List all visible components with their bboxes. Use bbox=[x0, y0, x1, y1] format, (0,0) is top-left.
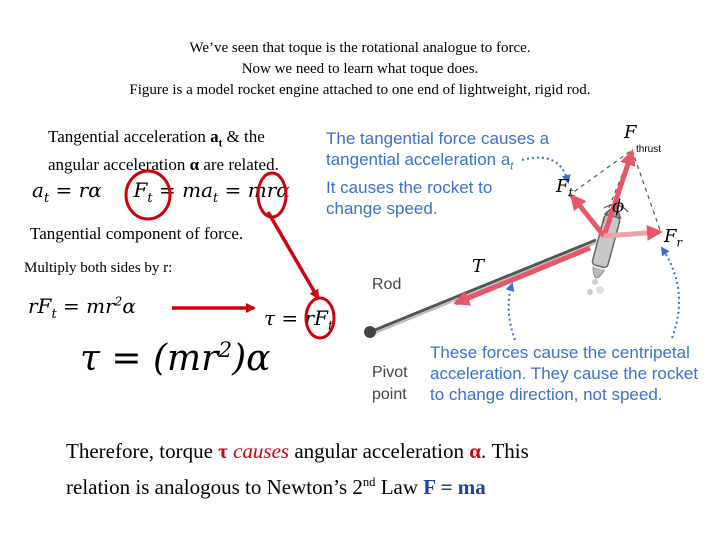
equation-rft: $rF_t = mr^2\alpha$ bbox=[28, 294, 136, 322]
alpha-symbol: α bbox=[189, 155, 200, 175]
equation-at-r-alpha: $a_t = r\alpha$ $F_t = ma_t = mr\alpha$ bbox=[32, 178, 290, 206]
figure-note-centripetal: These forces cause the centripetal acceleration. They cause the rocket to change direction, not speed. bbox=[430, 343, 699, 404]
equation-tau-mr2-alpha: $\tau = (mr^2)\alpha$ bbox=[80, 338, 271, 379]
intro-line-3: Figure is a model rocket engine attached to one end of lightweight, rigid rod. bbox=[129, 82, 591, 98]
fr-label: $F_r$ bbox=[664, 226, 683, 250]
conclusion-text: Therefore, torque τ causes angular acceleration α. This relation is analogous to Newton’s 2nd Law F = ma bbox=[66, 439, 529, 499]
pivot-label: Pivot point bbox=[372, 364, 408, 403]
intro-line-2: Now we need to learn what toque does. bbox=[241, 61, 479, 77]
ft-tau-highlight-circle bbox=[306, 298, 334, 338]
callout-centripetal-2 bbox=[662, 248, 679, 338]
tangential-component-label: Tangential component of force. bbox=[30, 224, 244, 243]
ft-highlight-circle bbox=[126, 171, 170, 219]
tension-label: T bbox=[472, 256, 485, 277]
phi-label: ϕ bbox=[612, 196, 625, 217]
pivot-point bbox=[364, 326, 376, 338]
causes-word: causes bbox=[227, 439, 290, 463]
tau-symbol: τ bbox=[218, 439, 228, 463]
tangential-line2-prefix: angular acceleration bbox=[48, 155, 190, 175]
newton-law: F = ma bbox=[423, 475, 486, 499]
equation-tau-rft: $\tau = rF_t$ bbox=[264, 306, 334, 334]
tangential-force-arrow bbox=[572, 196, 604, 236]
figure-note-tangential: The tangential force causes a tangential acceleration $a_t$ It causes the rocket to change speed. bbox=[326, 129, 550, 219]
ft-label: $F_t$ bbox=[556, 176, 574, 200]
tangential-prefix: Tangential acceleration bbox=[48, 127, 211, 146]
multiply-note: Multiply both sides by r: bbox=[24, 260, 173, 276]
rod-line bbox=[370, 240, 596, 332]
rod-label: Rod bbox=[372, 276, 402, 293]
thrust-force-label: F bbox=[624, 122, 637, 143]
r-highlight-circle bbox=[258, 173, 286, 217]
tangential-middle: & the bbox=[222, 127, 265, 146]
equation-ft: $F_t = ma_t = mr\alpha$ bbox=[133, 178, 290, 206]
red-arrow-ft-to-tau bbox=[268, 212, 318, 298]
tangential-line2-suffix: are related. bbox=[199, 155, 279, 175]
callout-centripetal-1 bbox=[509, 284, 515, 340]
alpha-red-symbol: α bbox=[469, 439, 481, 463]
a-t-symbol: $a_t$ bbox=[210, 127, 223, 150]
thrust-subscript: thrust bbox=[636, 144, 662, 155]
intro-line-1: We’ve seen that toque is the rotational analogue to force. bbox=[189, 40, 531, 56]
